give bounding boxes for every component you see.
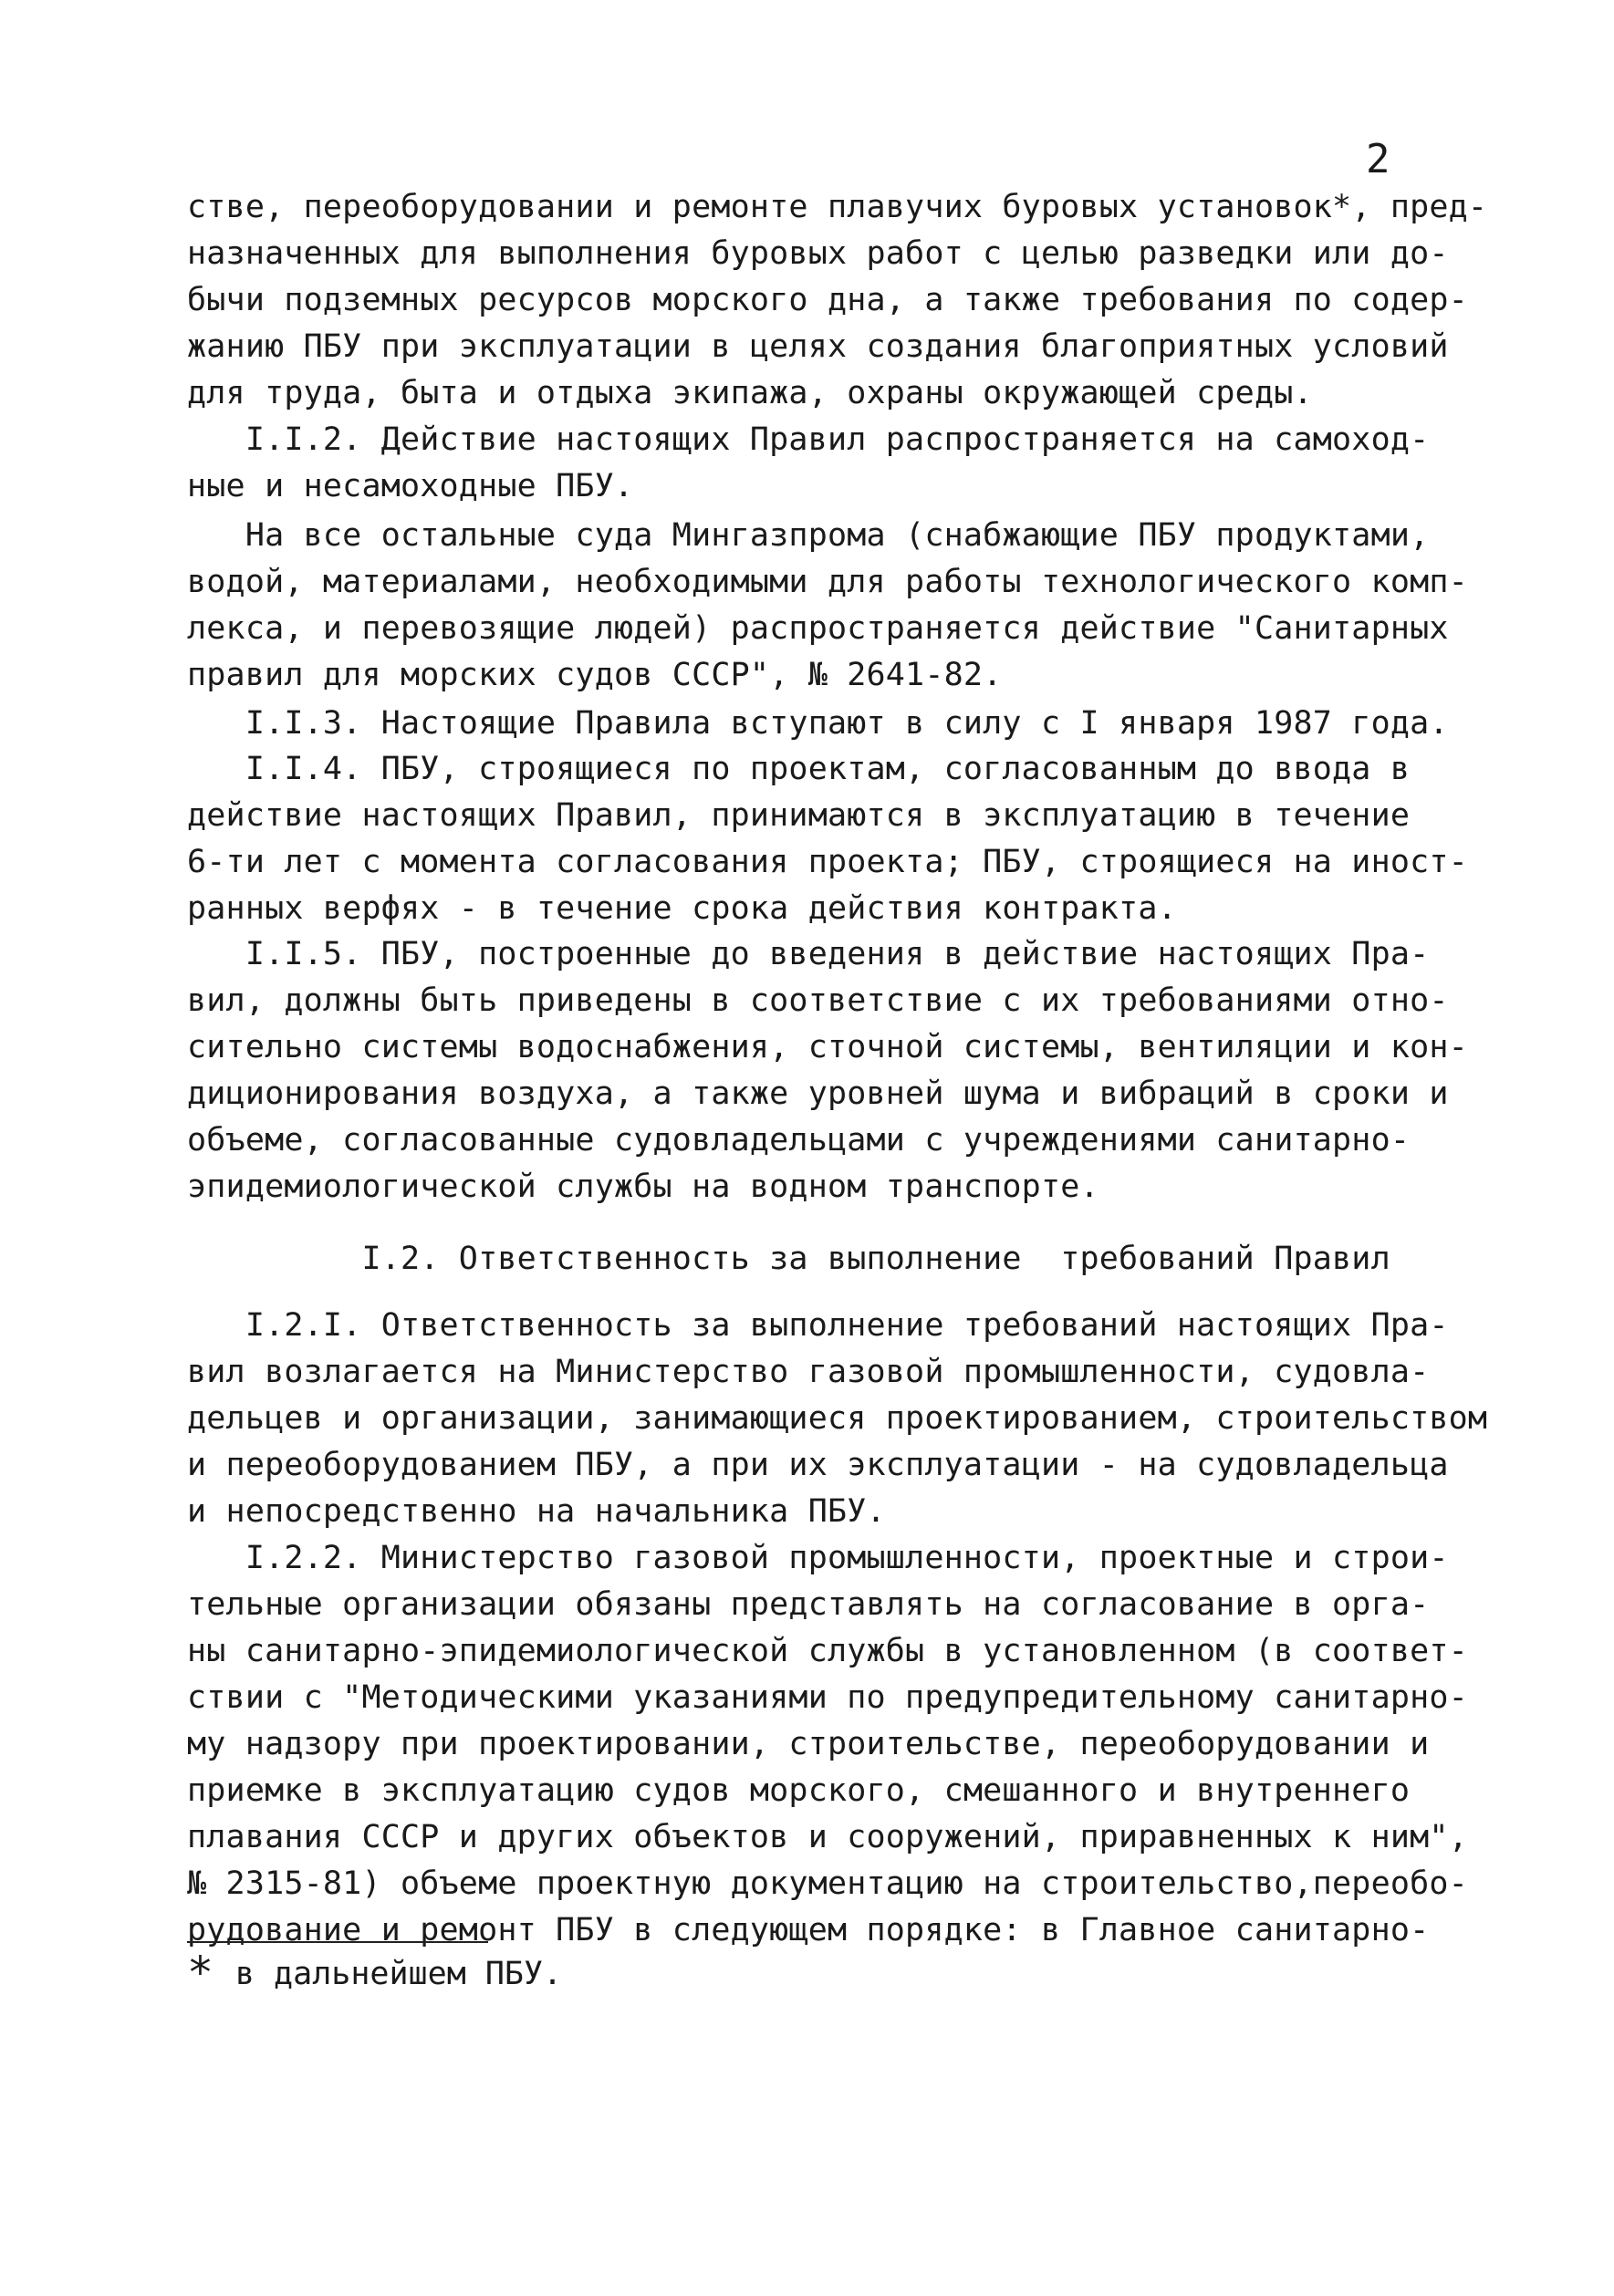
text-line: водой, материалами, необходимыми для работы технологического комп- — [187, 564, 1468, 600]
text-line: назначенных для выполнения буровых работ с целью разведки или до- — [187, 235, 1449, 272]
paragraph-other-vessels — [187, 513, 1468, 699]
text-line: I.I.4. ПБУ, строящиеся по проектам, согласованным до ввода в — [187, 751, 1411, 787]
text-line: лекса, и перевозящие людей) распространяется действие "Санитарных — [187, 610, 1449, 647]
text-line: действие настоящих Правил, принимаются в эксплуатацию в течение — [187, 797, 1411, 834]
text-line: рудование и ремонт ПБУ в следующем порядке: в Главное санитарно- — [187, 1912, 1430, 1948]
text-line: I.2.2. Министерство газовой промышленности, проектные и строи- — [187, 1540, 1449, 1576]
text-line: для труда, быта и отдыха экипажа, охраны окружающей среды. — [187, 375, 1313, 411]
text-line: ствии с "Методическими указаниями по предупредительному санитарно- — [187, 1679, 1468, 1716]
text-line: I.I.3. Настоящие Правила вступают в силу с I января 1987 года. — [187, 705, 1449, 742]
page-number: 2 — [1366, 136, 1390, 182]
text-line: 6-ти лет с момента согласования проекта; ПБУ, строящиеся на иност- — [187, 844, 1468, 880]
text-line: I.I.5. ПБУ, построенные до введения в действие настоящих Пра- — [187, 936, 1430, 972]
text-line: правил для морских судов СССР", № 2641-82. — [187, 657, 1003, 693]
text-line: вил возлагается на Министерство газовой промышленности, судовла- — [187, 1354, 1430, 1390]
text-line: № 2315-81) объеме проектную документацию на строительство,переобо- — [187, 1865, 1468, 1902]
text-line: ные и несамоходные ПБУ. — [187, 468, 634, 504]
footnote-divider — [187, 1941, 488, 1943]
text-line: тельные организации обязаны представлять на согласование в орга- — [187, 1586, 1430, 1623]
section-heading: I.2. Ответственность за выполнение требований Правил — [187, 1241, 1390, 1277]
text-line: стве, переоборудовании и ремонте плавучих буровых установок*, пред- — [187, 189, 1488, 225]
text-line: и переоборудованием ПБУ, а при их эксплуатации - на судовладельца — [187, 1447, 1449, 1483]
text-line: дельцев и организации, занимающиеся проектированием, строительством — [187, 1400, 1488, 1437]
text-line: жанию ПБУ при эксплуатации в целях создания благоприятных условий — [187, 328, 1449, 365]
paragraph-1-2-1 — [187, 1303, 1488, 1535]
text-line: сительно системы водоснабжения, сточной системы, вентиляции и кон- — [187, 1029, 1468, 1065]
text-line: ны санитарно-эпидемиологической службы в установленном (в соответ- — [187, 1633, 1468, 1669]
footnote — [187, 1950, 562, 1997]
section-heading-1-2 — [187, 1236, 1464, 1283]
text-line: На все остальные суда Мингазпрома (снабжающие ПБУ продуктами, — [187, 517, 1430, 554]
text-line: плавания СССР и других объектов и сооружений, приравненных к ним", — [187, 1819, 1468, 1855]
text-line: ранных верфях - в течение срока действия контракта. — [187, 890, 1177, 927]
text-line: бычи подземных ресурсов морского дна, а также требования по содер- — [187, 282, 1468, 318]
text-line: эпидемиологической службы на водном транспорте. — [187, 1169, 1099, 1205]
text-line: диционирования воздуха, а также уровней шума и вибраций в сроки и — [187, 1075, 1449, 1112]
text-line: вил, должны быть приведены в соответствие с их требованиями отно- — [187, 982, 1449, 1019]
paragraph-1-2-2 — [187, 1535, 1468, 1954]
text-line: и непосредственно на начальника ПБУ. — [187, 1493, 886, 1530]
text-line: I.I.2. Действие настоящих Правил распространяется на самоход- — [187, 421, 1430, 458]
footnote-text: в дальнейшем ПБУ. — [234, 1956, 563, 1992]
paragraph-1-1-2 — [187, 417, 1464, 510]
footnote-mark: * — [187, 1948, 213, 1999]
text-line: приемке в эксплуатацию судов морского, смешанного и внутреннего — [187, 1772, 1411, 1809]
paragraph-1-1-3 — [187, 701, 1464, 747]
paragraph-intro — [187, 184, 1488, 417]
text-line: I.2.I. Ответственность за выполнение требований настоящих Пра- — [187, 1307, 1449, 1344]
paragraph-1-1-5 — [187, 931, 1468, 1210]
paragraph-1-1-4 — [187, 746, 1468, 932]
text-line: объеме, согласованные судовладельцами с учреждениями санитарно- — [187, 1122, 1411, 1158]
text-line: му надзору при проектировании, строительстве, переоборудовании и — [187, 1726, 1430, 1762]
